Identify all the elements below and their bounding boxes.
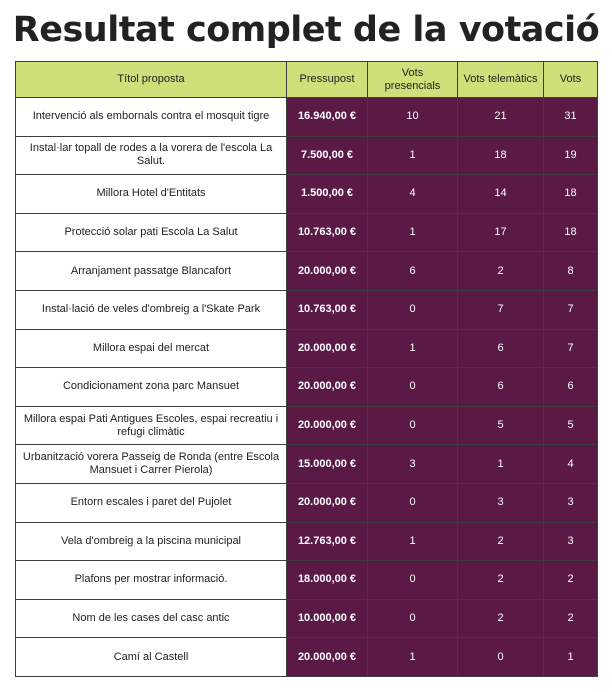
- proposal-title-cell: Instal·lació de veles d'ombreig a l'Skate Park: [16, 290, 287, 329]
- in-person-votes-cell: 1: [368, 522, 458, 561]
- proposal-title-cell: Nom de les cases del casc antic: [16, 599, 287, 638]
- column-header-budget: Pressupost: [287, 62, 368, 98]
- table-row: [16, 98, 598, 137]
- online-votes-cell: 1: [458, 445, 544, 484]
- online-votes-cell: 14: [458, 175, 544, 214]
- page-title: Resultat complet de la votació: [12, 10, 600, 50]
- table-row: [16, 213, 598, 252]
- budget-cell: 10.000,00 €: [287, 599, 368, 638]
- total-votes-cell: 6: [544, 368, 598, 407]
- table-row: [16, 329, 598, 368]
- online-votes-cell: 6: [458, 368, 544, 407]
- proposal-title-cell: Instal·lar topall de rodes a la vorera de l'escola La Salut.: [16, 136, 287, 175]
- proposal-title-cell: Millora espai Pati Antigues Escoles, espai recreatiu i refugi climàtic: [16, 406, 287, 445]
- total-votes-cell: 31: [544, 98, 598, 137]
- in-person-votes-cell: 4: [368, 175, 458, 214]
- budget-cell: 15.000,00 €: [287, 445, 368, 484]
- proposal-title-cell: Protecció solar pati Escola La Salut: [16, 213, 287, 252]
- column-header-in-person-votes: Vots presencials: [368, 62, 458, 98]
- proposal-title-cell: Arranjament passatge Blancafort: [16, 252, 287, 291]
- column-header-proposal: Títol proposta: [16, 62, 287, 98]
- in-person-votes-cell: 1: [368, 638, 458, 677]
- in-person-votes-cell: 0: [368, 368, 458, 407]
- proposal-title-cell: Plafons per mostrar informació.: [16, 561, 287, 600]
- total-votes-cell: 5: [544, 406, 598, 445]
- table-row: [16, 406, 598, 445]
- table-row: [16, 290, 598, 329]
- in-person-votes-cell: 1: [368, 213, 458, 252]
- total-votes-cell: 7: [544, 329, 598, 368]
- total-votes-cell: 1: [544, 638, 598, 677]
- total-votes-cell: 19: [544, 136, 598, 175]
- table-row: [16, 638, 598, 677]
- budget-cell: 20.000,00 €: [287, 638, 368, 677]
- table-header-row: [16, 62, 598, 98]
- in-person-votes-cell: 0: [368, 599, 458, 638]
- proposal-title-cell: Intervenció als embornals contra el mosquit tigre: [16, 98, 287, 137]
- budget-cell: 20.000,00 €: [287, 329, 368, 368]
- proposal-title-cell: Millora espai del mercat: [16, 329, 287, 368]
- budget-cell: 20.000,00 €: [287, 252, 368, 291]
- total-votes-cell: 7: [544, 290, 598, 329]
- table-row: [16, 175, 598, 214]
- total-votes-cell: 8: [544, 252, 598, 291]
- total-votes-cell: 18: [544, 175, 598, 214]
- budget-cell: 12.763,00 €: [287, 522, 368, 561]
- in-person-votes-cell: 0: [368, 483, 458, 522]
- budget-cell: 20.000,00 €: [287, 368, 368, 407]
- budget-cell: 7.500,00 €: [287, 136, 368, 175]
- proposal-title-cell: Condicionament zona parc Mansuet: [16, 368, 287, 407]
- table-row: [16, 252, 598, 291]
- table-body: [16, 98, 598, 677]
- in-person-votes-cell: 0: [368, 406, 458, 445]
- online-votes-cell: 2: [458, 561, 544, 600]
- budget-cell: 10.763,00 €: [287, 290, 368, 329]
- online-votes-cell: 6: [458, 329, 544, 368]
- table-row: [16, 599, 598, 638]
- total-votes-cell: 18: [544, 213, 598, 252]
- budget-cell: 1.500,00 €: [287, 175, 368, 214]
- online-votes-cell: 0: [458, 638, 544, 677]
- table-row: [16, 561, 598, 600]
- table-row: [16, 136, 598, 175]
- budget-cell: 20.000,00 €: [287, 483, 368, 522]
- proposal-title-cell: Urbanització vorera Passeig de Ronda (entre Escola Mansuet i Carrer Pierola): [16, 445, 287, 484]
- total-votes-cell: 3: [544, 483, 598, 522]
- online-votes-cell: 17: [458, 213, 544, 252]
- budget-cell: 10.763,00 €: [287, 213, 368, 252]
- in-person-votes-cell: 1: [368, 329, 458, 368]
- voting-results-table: [15, 61, 598, 677]
- proposal-title-cell: Entorn escales i paret del Pujolet: [16, 483, 287, 522]
- total-votes-cell: 2: [544, 599, 598, 638]
- online-votes-cell: 21: [458, 98, 544, 137]
- budget-cell: 20.000,00 €: [287, 406, 368, 445]
- proposal-title-cell: Camí al Castell: [16, 638, 287, 677]
- table-row: [16, 445, 598, 484]
- table-row: [16, 522, 598, 561]
- table-row: [16, 368, 598, 407]
- in-person-votes-cell: 10: [368, 98, 458, 137]
- online-votes-cell: 2: [458, 252, 544, 291]
- total-votes-cell: 4: [544, 445, 598, 484]
- online-votes-cell: 2: [458, 522, 544, 561]
- total-votes-cell: 3: [544, 522, 598, 561]
- in-person-votes-cell: 0: [368, 290, 458, 329]
- online-votes-cell: 2: [458, 599, 544, 638]
- column-header-online-votes: Vots telemàtics: [458, 62, 544, 98]
- total-votes-cell: 2: [544, 561, 598, 600]
- proposal-title-cell: Millora Hotel d'Entitats: [16, 175, 287, 214]
- in-person-votes-cell: 6: [368, 252, 458, 291]
- proposal-title-cell: Vela d'ombreig a la piscina municipal: [16, 522, 287, 561]
- budget-cell: 16.940,00 €: [287, 98, 368, 137]
- column-header-total-votes: Vots: [544, 62, 598, 98]
- in-person-votes-cell: 3: [368, 445, 458, 484]
- table-row: [16, 483, 598, 522]
- in-person-votes-cell: 1: [368, 136, 458, 175]
- online-votes-cell: 18: [458, 136, 544, 175]
- budget-cell: 18.000,00 €: [287, 561, 368, 600]
- online-votes-cell: 7: [458, 290, 544, 329]
- in-person-votes-cell: 0: [368, 561, 458, 600]
- online-votes-cell: 3: [458, 483, 544, 522]
- online-votes-cell: 5: [458, 406, 544, 445]
